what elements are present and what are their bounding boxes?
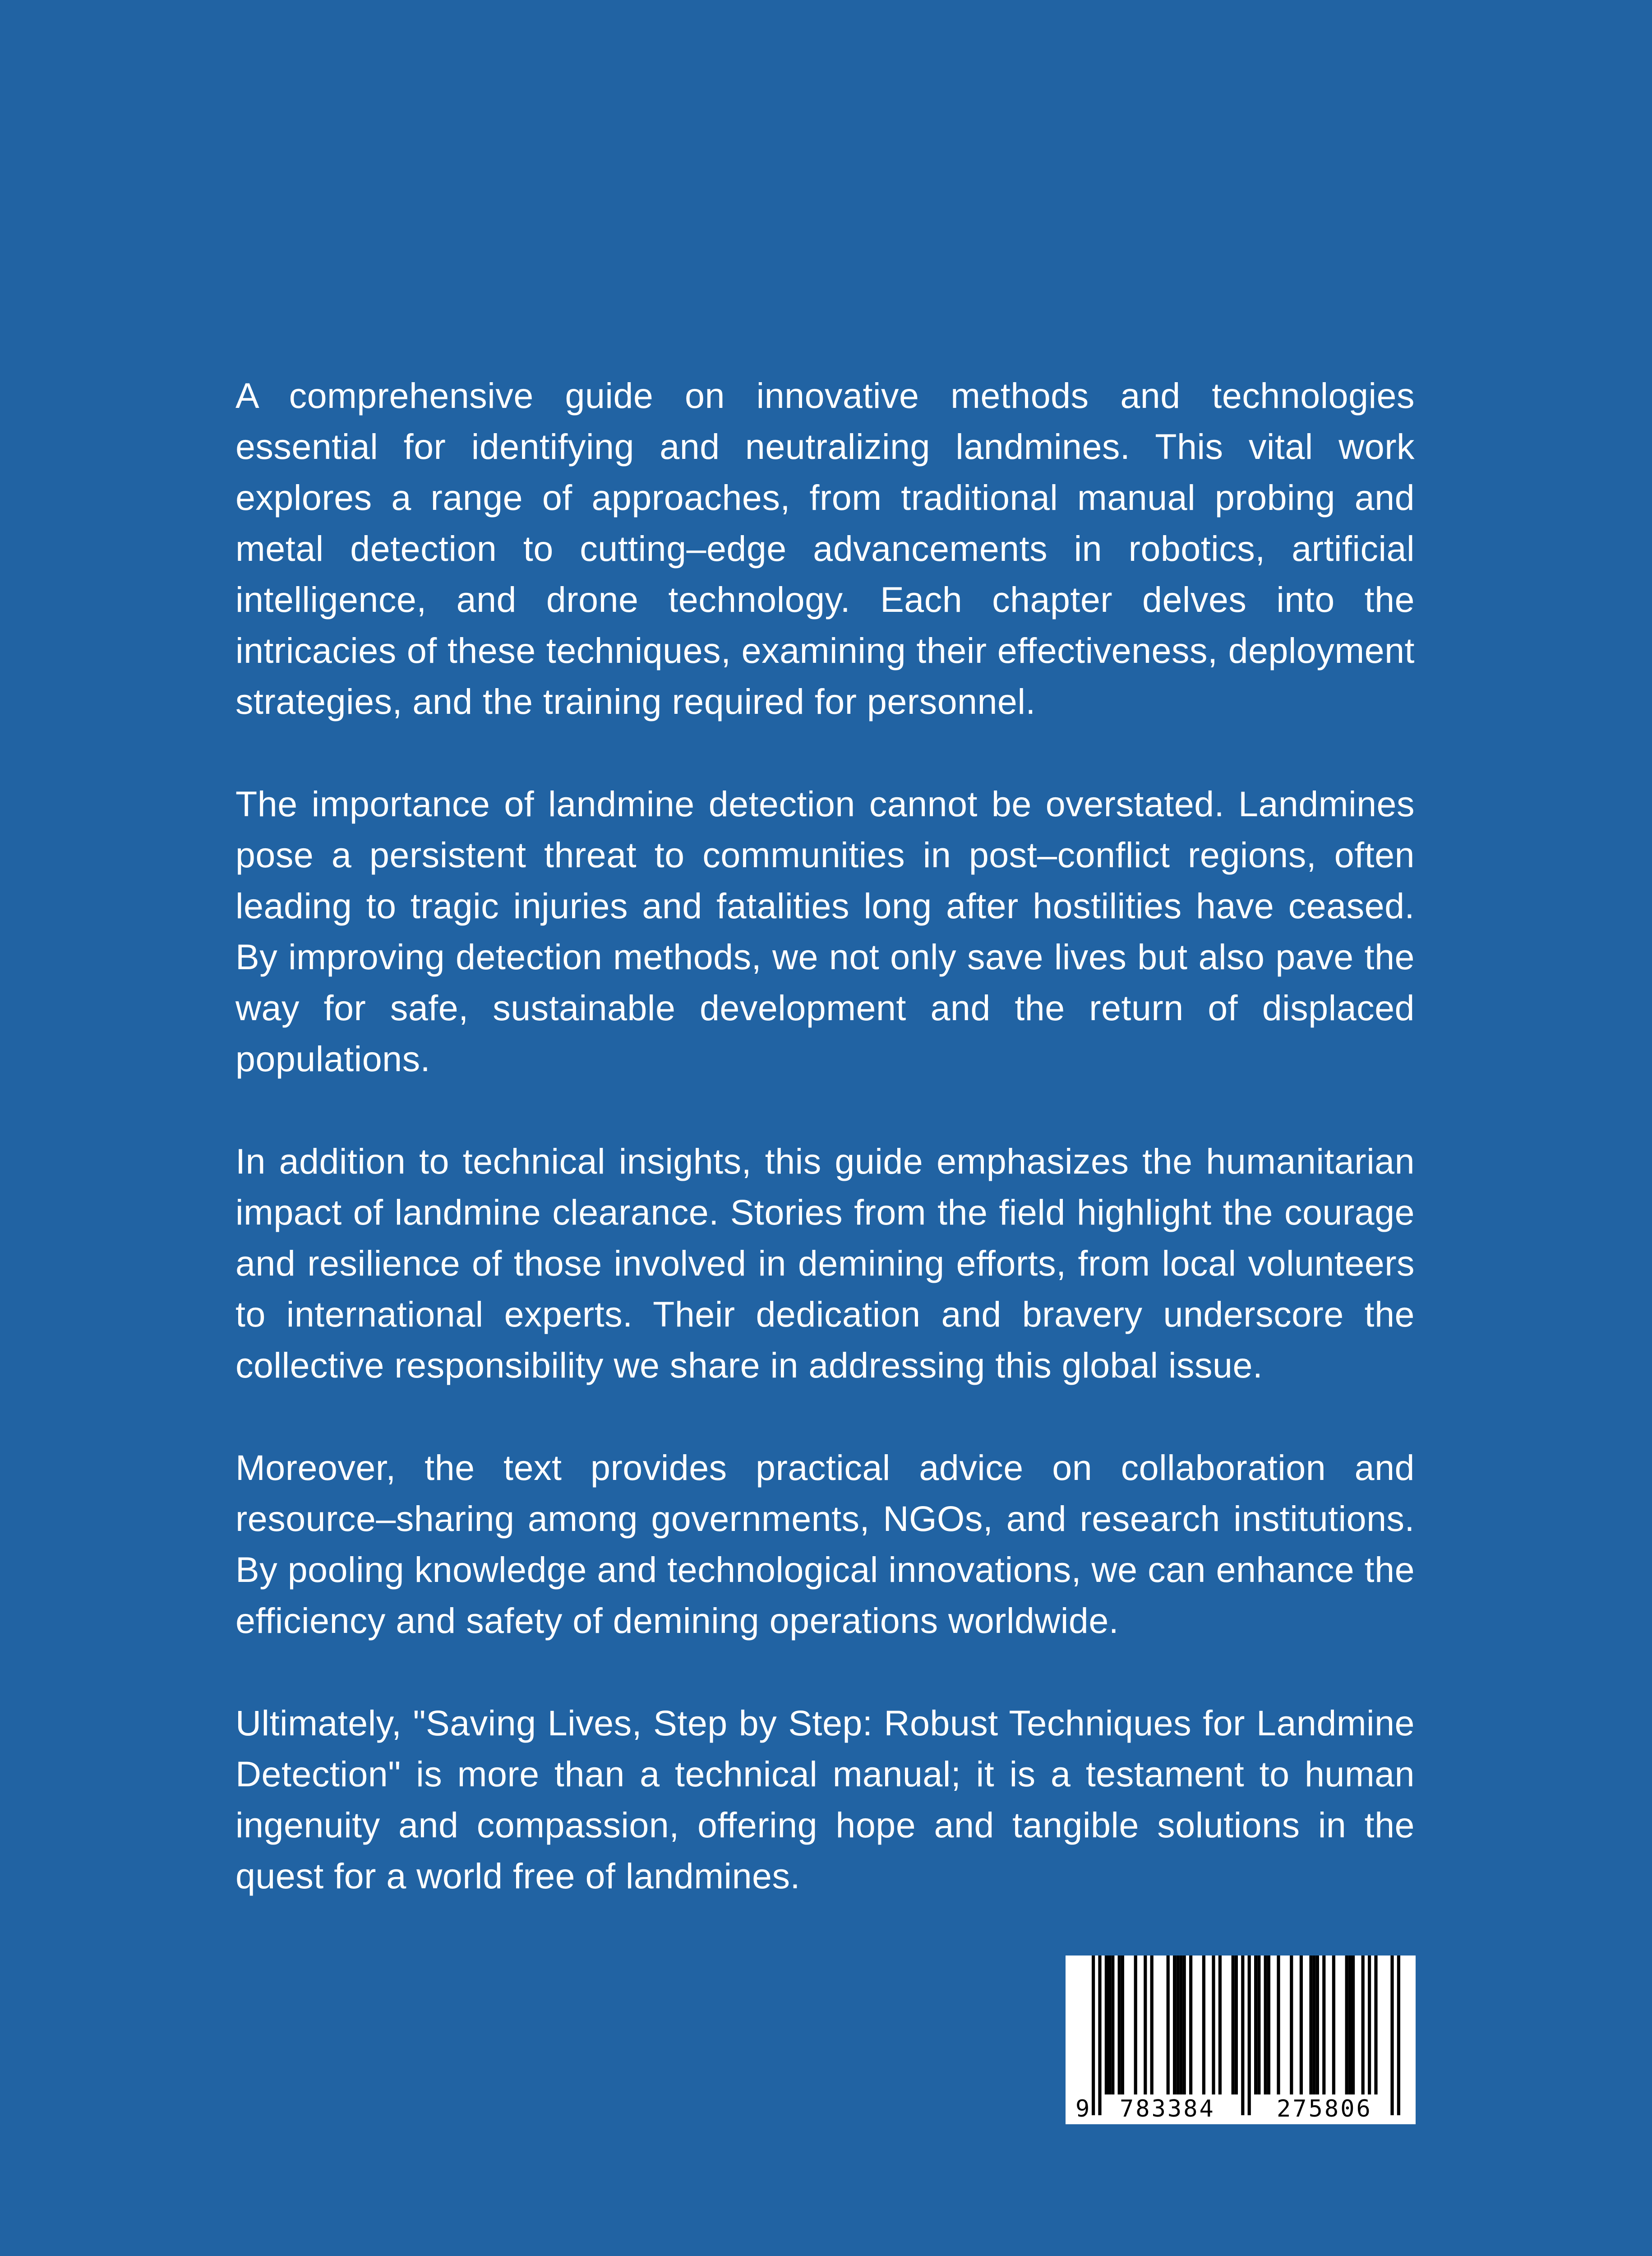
blurb-paragraph-5: Ultimately, "Saving Lives, Step by Step: Robust Techniques for Landmine Detection" is more than a technical manual; it is a testament to human ingenuity and compassion, offering hope and tangible solutions in the quest for a world free of landmines. xyxy=(235,1703,1415,1896)
barcode-bar xyxy=(1313,1956,1316,2094)
barcode-bar xyxy=(1322,1956,1325,2094)
barcode-left-digits: 783384 xyxy=(1120,2095,1215,2122)
barcode-bar xyxy=(1254,1956,1257,2094)
barcode-bar xyxy=(1176,1956,1179,2094)
barcode-bar xyxy=(1290,1956,1293,2094)
barcode-bar xyxy=(1173,1956,1176,2094)
blurb-paragraph-3: In addition to technical insights, this guide emphasizes the humanitarian impact of landmine clearance. Stories from the field highlight the courage and resilience of those involved in demining efforts, from local volunteers to international experts. Their dedication and bravery underscore the collective responsibility we share in addressing this global issue. xyxy=(235,1141,1415,1385)
barcode-bar xyxy=(1352,1956,1355,2094)
barcode-bar xyxy=(1179,1956,1182,2094)
barcode-bar xyxy=(1150,1956,1154,2094)
barcode-bar xyxy=(1232,1956,1235,2094)
barcode-bar xyxy=(1202,1956,1205,2094)
barcode-bar xyxy=(1368,1956,1371,2094)
blurb-paragraph-4: Moreover, the text provides practical advice on collaboration and resource–sharing among governments, NGOs, and research institutions. By pooling knowledge and technological innovations, we can enhance the efficiency and safety of demining operations worldwide. xyxy=(235,1447,1415,1641)
barcode-bar xyxy=(1167,1956,1170,2094)
barcode-bar xyxy=(1105,1956,1108,2094)
barcode-bar xyxy=(1111,1956,1114,2094)
barcode-bar xyxy=(1121,1956,1124,2094)
barcode-bar xyxy=(1345,1956,1348,2094)
barcode-bar xyxy=(1397,1956,1400,2115)
barcode-bar xyxy=(1267,1956,1270,2094)
barcode-bar xyxy=(1218,1956,1222,2094)
barcode-bar xyxy=(1248,1956,1251,2115)
barcode-bar xyxy=(1361,1956,1365,2094)
barcode-bar xyxy=(1277,1956,1280,2094)
barcode-first-digit: 9 xyxy=(1075,2095,1092,2122)
isbn-barcode xyxy=(1066,1956,1416,2124)
barcode-bar xyxy=(1235,1956,1238,2094)
barcode-bar xyxy=(1300,1956,1303,2094)
barcode-bar xyxy=(1374,1956,1377,2094)
barcode-bar xyxy=(1098,1956,1101,2115)
barcode-bar xyxy=(1108,1956,1111,2094)
blurb-paragraph-1: A comprehensive guide on innovative methods and technologies essential for identifying and neutralizing landmines. This vital work explores a range of approaches, from traditional manual probing and metal detection to cutting–edge advancements in robotics, artificial intelligence, and drone technology. Each chapter delves into the intricacies of these techniques, examining their effectiveness, deployment strategies, and the training required for personnel. xyxy=(235,375,1415,721)
barcode-bar xyxy=(1241,1956,1244,2115)
barcode-bar xyxy=(1212,1956,1215,2094)
barcode-bar xyxy=(1348,1956,1352,2094)
barcode-bar xyxy=(1144,1956,1147,2094)
barcode-bar xyxy=(1316,1956,1319,2094)
back-cover-blurb xyxy=(235,370,1415,1901)
barcode-bar xyxy=(1257,1956,1260,2094)
barcode-bar xyxy=(1118,1956,1121,2094)
barcode-bar xyxy=(1390,1956,1394,2115)
barcode-bar xyxy=(1134,1956,1137,2094)
barcode-bar xyxy=(1332,1956,1335,2094)
barcode-bar xyxy=(1309,1956,1312,2094)
barcode-bar xyxy=(1264,1956,1267,2094)
barcode-bar xyxy=(1189,1956,1192,2094)
blurb-paragraph-2: The importance of landmine detection cannot be overstated. Landmines pose a persistent threat to communities in post–conflict regions, often leading to tragic injuries and fatalities long after hostilities have ceased. By improving detection methods, we not only save lives but also pave the way for safe, sustainable development and the return of displaced populations. xyxy=(235,784,1415,1079)
barcode-bar xyxy=(1183,1956,1186,2094)
barcode-bar xyxy=(1092,1956,1095,2115)
barcode-right-digits: 275806 xyxy=(1277,2095,1372,2122)
